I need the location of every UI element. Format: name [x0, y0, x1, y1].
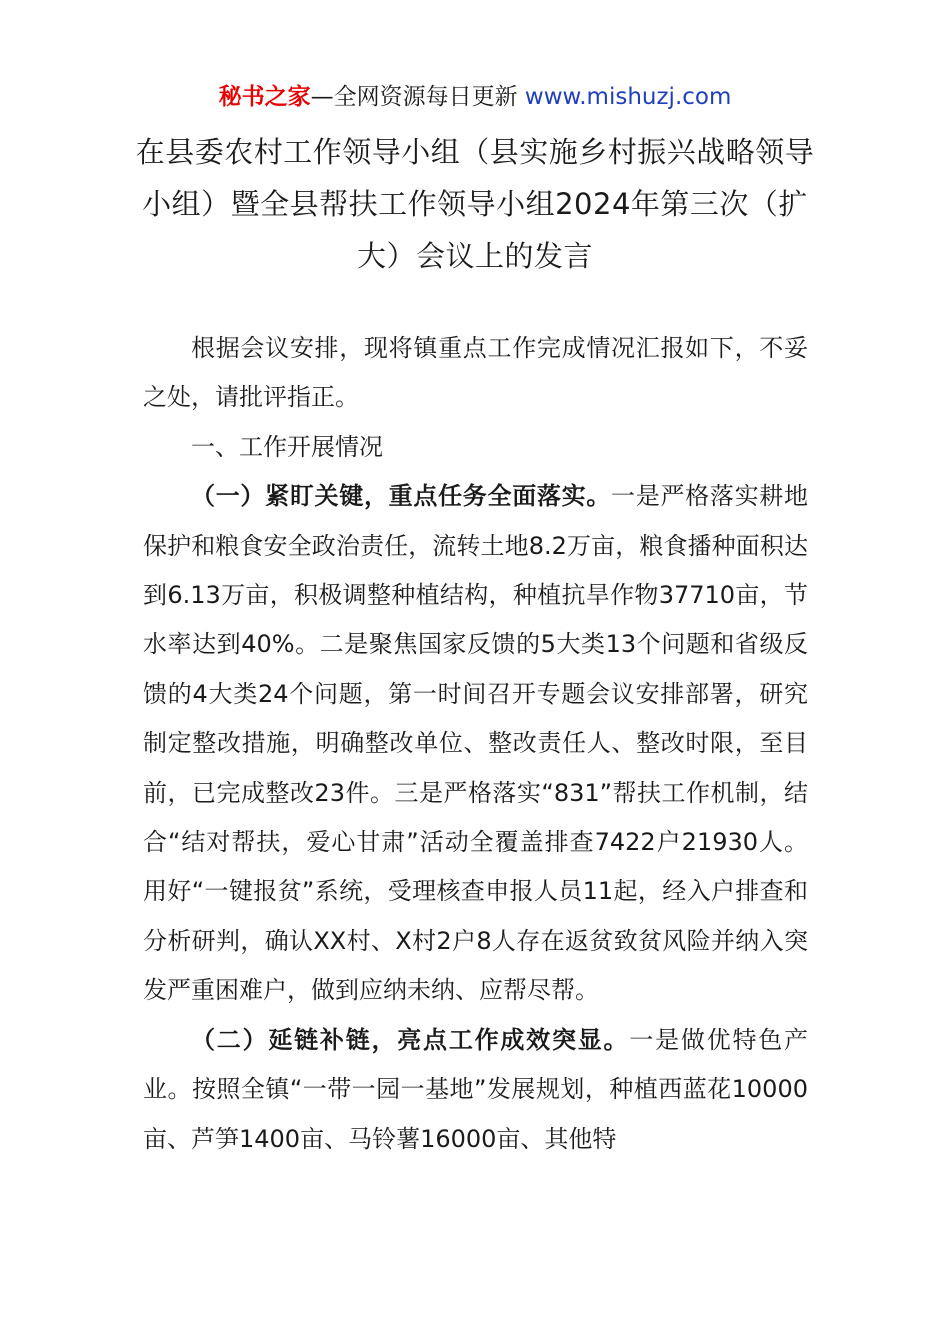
- site-url: www.mishuzj.com: [524, 84, 732, 110]
- site-brand: 秘书之家: [218, 84, 311, 110]
- paragraph-2: [143, 1016, 808, 1164]
- site-header: [0, 80, 950, 114]
- paragraph-1-text: 一是严格落实耕地保护和粮食安全政治责任，流转土地8.2万亩，粮食播种面积达到6.13万亩，积极调整种植结构，种植抗旱作物37710亩，节水率达到40%。二是聚焦国家反馈的5大类13个问题和省级反馈的4大类24个问题，第一时间召开专题会议安排部署，研究制定整改措施，明确整改单位、整改责任人、整改时限，至目前，已完成整改23件。三是严格落实“831”帮扶工作机制，结合“结对帮扶，爱心甘肃”活动全覆盖排查7422户21930人。用好“一键报贫”系统，受理核查申报人员11起，经入户排查和分析研判，确认XX村、X村2户8人存在返贫致贫风险并纳入突发严重困难户，做到应纳未纳、应帮尽帮。: [143, 482, 809, 1005]
- paragraph-1: [143, 472, 808, 1015]
- paragraph-2-lead: （二）延链补链，亮点工作成效突显。: [191, 1025, 630, 1054]
- paragraph-2-text: 一是做优特色产业。按照全镇“一带一园一基地”发展规划，种植西蓝花10000亩、芦笋1400亩、马铃薯16000亩、其他特: [143, 1025, 809, 1153]
- document-title: 在县委农村工作领导小组（县实施乡村振兴战略领导小组）暨全县帮扶工作领导小组2024年第三次（扩大）会议上的发言: [135, 135, 815, 273]
- paragraph-1-lead: （一）紧盯关键，重点任务全面落实。: [191, 482, 612, 511]
- site-tagline: —全网资源每日更新: [310, 84, 525, 110]
- section-heading: 一、工作开展情况: [191, 432, 383, 461]
- document-body: [143, 324, 808, 1164]
- intro-paragraph: 根据会议安排，现将镇重点工作完成情况汇报如下，不妥之处，请批评指正。: [143, 334, 808, 412]
